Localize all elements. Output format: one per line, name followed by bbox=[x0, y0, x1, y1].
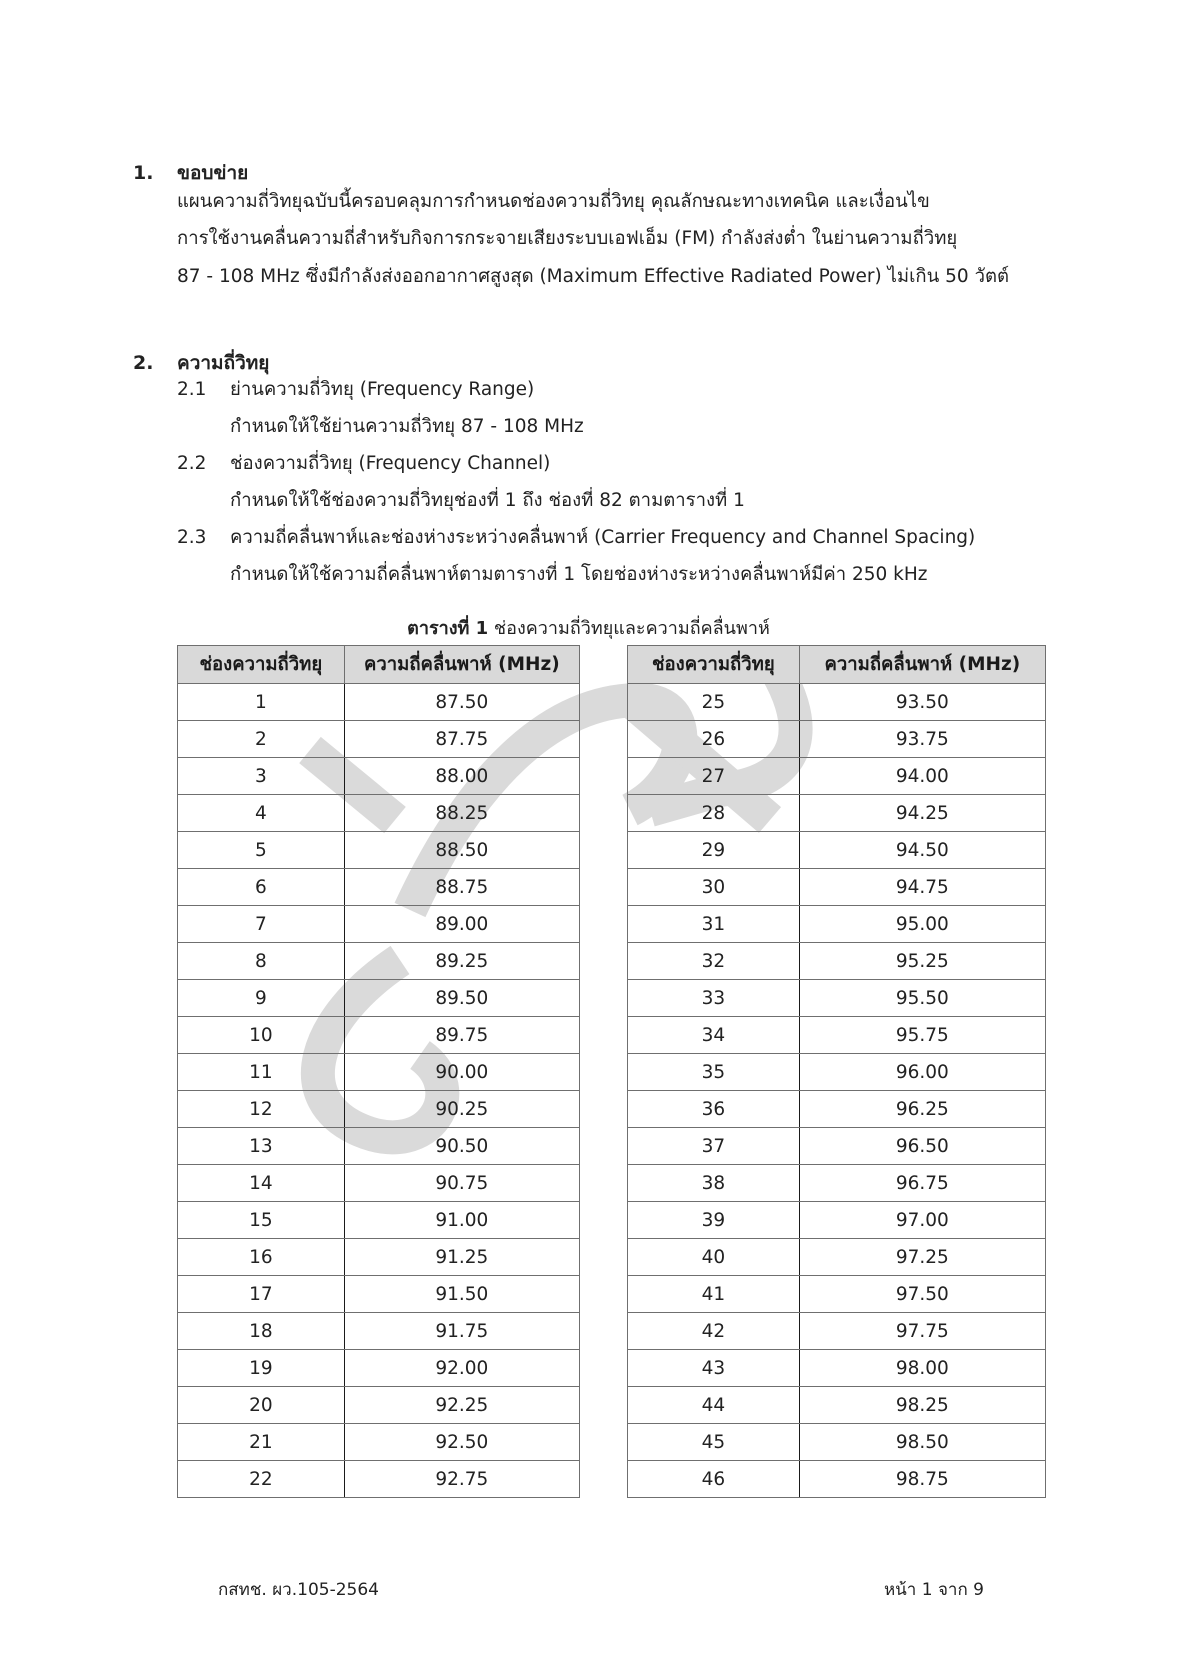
channel-number-cell: 42 bbox=[628, 1313, 800, 1350]
carrier-frequency-cell: 96.25 bbox=[799, 1091, 1045, 1128]
table-row bbox=[628, 1350, 1046, 1387]
carrier-frequency-cell: 91.50 bbox=[344, 1276, 579, 1313]
table-row bbox=[178, 1350, 580, 1387]
section-1-paragraph-line: 87 - 108 MHz ซึ่งมีกำลังส่งออกอากาศสูงสุด (Maximum Effective Radiated Power) ไม่เกิน 50 วัตต์ bbox=[177, 266, 1009, 287]
subsection-2-3-text: กำหนดให้ใช้ความถี่คลื่นพาห์ตามตารางที่ 1 โดยช่องห่างระหว่างคลื่นพาห์มีค่า 250 kHz bbox=[230, 564, 928, 585]
table-row bbox=[178, 1313, 580, 1350]
channel-number-cell: 27 bbox=[628, 758, 800, 795]
carrier-frequency-cell: 90.25 bbox=[344, 1091, 579, 1128]
table-row bbox=[628, 980, 1046, 1017]
channel-number-cell: 5 bbox=[178, 832, 345, 869]
channel-number-cell: 43 bbox=[628, 1350, 800, 1387]
table-row bbox=[178, 758, 580, 795]
table-row bbox=[178, 1424, 580, 1461]
carrier-frequency-cell: 95.50 bbox=[799, 980, 1045, 1017]
table-row bbox=[628, 1313, 1046, 1350]
table-row bbox=[628, 1091, 1046, 1128]
section-1-paragraph-line: การใช้งานคลื่นความถี่สำหรับกิจการกระจายเสียงระบบเอฟเอ็ม (FM) กำลังส่งต่ำ ในย่านความถี่วิทยุ bbox=[177, 228, 958, 249]
table-row bbox=[628, 758, 1046, 795]
carrier-frequency-cell: 94.50 bbox=[799, 832, 1045, 869]
channel-number-cell: 1 bbox=[178, 684, 345, 721]
table-row bbox=[178, 1202, 580, 1239]
channel-number-cell: 22 bbox=[178, 1461, 345, 1498]
section-1-paragraph-line: แผนความถี่วิทยุฉบับนี้ครอบคลุมการกำหนดช่องความถี่วิทยุ คุณลักษณะทางเทคนิค และเงื่อนไข bbox=[177, 191, 930, 212]
carrier-frequency-cell: 98.25 bbox=[799, 1387, 1045, 1424]
table-row bbox=[628, 795, 1046, 832]
table-row bbox=[628, 1202, 1046, 1239]
table-row bbox=[178, 1054, 580, 1091]
channel-number-cell: 20 bbox=[178, 1387, 345, 1424]
table-row bbox=[178, 906, 580, 943]
carrier-frequency-cell: 87.75 bbox=[344, 721, 579, 758]
table-row bbox=[178, 1276, 580, 1313]
table-row bbox=[178, 721, 580, 758]
carrier-frequency-cell: 88.25 bbox=[344, 795, 579, 832]
channel-number-cell: 25 bbox=[628, 684, 800, 721]
carrier-frequency-cell: 96.00 bbox=[799, 1054, 1045, 1091]
channel-number-cell: 32 bbox=[628, 943, 800, 980]
table-row bbox=[628, 1239, 1046, 1276]
carrier-frequency-cell: 95.75 bbox=[799, 1017, 1045, 1054]
channel-number-cell: 31 bbox=[628, 906, 800, 943]
table-header-row bbox=[178, 646, 580, 684]
footer-page-number: หน้า 1 จาก 9 bbox=[883, 1580, 984, 1600]
channel-number-cell: 34 bbox=[628, 1017, 800, 1054]
carrier-frequency-cell: 88.00 bbox=[344, 758, 579, 795]
carrier-frequency-cell: 97.00 bbox=[799, 1202, 1045, 1239]
channel-number-cell: 6 bbox=[178, 869, 345, 906]
carrier-frequency-cell: 97.50 bbox=[799, 1276, 1045, 1313]
table-row bbox=[178, 980, 580, 1017]
table-row bbox=[628, 1387, 1046, 1424]
carrier-frequency-cell: 92.25 bbox=[344, 1387, 579, 1424]
subsection-2-2-text: กำหนดให้ใช้ช่องความถี่วิทยุช่องที่ 1 ถึง ช่องที่ 82 ตามตารางที่ 1 bbox=[230, 490, 745, 511]
frequency-table-left bbox=[177, 645, 580, 1498]
carrier-frequency-cell: 91.25 bbox=[344, 1239, 579, 1276]
carrier-frequency-cell: 91.75 bbox=[344, 1313, 579, 1350]
table-row bbox=[178, 869, 580, 906]
carrier-frequency-cell: 95.25 bbox=[799, 943, 1045, 980]
channel-number-cell: 17 bbox=[178, 1276, 345, 1313]
header-channel: ช่องความถี่วิทยุ bbox=[178, 646, 345, 684]
carrier-frequency-cell: 98.50 bbox=[799, 1424, 1045, 1461]
channel-number-cell: 45 bbox=[628, 1424, 800, 1461]
subsection-2-1-text: กำหนดให้ใช้ย่านความถี่วิทยุ 87 - 108 MHz bbox=[230, 416, 584, 437]
subsection-2-1-title: ย่านความถี่วิทยุ (Frequency Range) bbox=[230, 379, 535, 400]
channel-number-cell: 3 bbox=[178, 758, 345, 795]
section-2-title: ความถี่วิทยุ bbox=[177, 352, 270, 374]
channel-number-cell: 16 bbox=[178, 1239, 345, 1276]
channel-number-cell: 15 bbox=[178, 1202, 345, 1239]
table-caption-text: ช่องความถี่วิทยุและความถี่คลื่นพาห์ bbox=[488, 618, 770, 639]
carrier-frequency-cell: 93.75 bbox=[799, 721, 1045, 758]
subsection-2-1-number: 2.1 bbox=[177, 379, 207, 400]
carrier-frequency-cell: 95.00 bbox=[799, 906, 1045, 943]
carrier-frequency-cell: 92.50 bbox=[344, 1424, 579, 1461]
table-body bbox=[628, 684, 1046, 1498]
carrier-frequency-cell: 96.75 bbox=[799, 1165, 1045, 1202]
channel-number-cell: 4 bbox=[178, 795, 345, 832]
carrier-frequency-cell: 98.75 bbox=[799, 1461, 1045, 1498]
table-row bbox=[628, 684, 1046, 721]
table-row bbox=[628, 869, 1046, 906]
carrier-frequency-cell: 94.25 bbox=[799, 795, 1045, 832]
carrier-frequency-cell: 89.75 bbox=[344, 1017, 579, 1054]
table-row bbox=[178, 795, 580, 832]
channel-number-cell: 35 bbox=[628, 1054, 800, 1091]
subsection-2-3-title: ความถี่คลื่นพาห์และช่องห่างระหว่างคลื่นพาห์ (Carrier Frequency and Channel Spacing) bbox=[230, 527, 976, 548]
carrier-frequency-cell: 96.50 bbox=[799, 1128, 1045, 1165]
channel-number-cell: 44 bbox=[628, 1387, 800, 1424]
subsection-2-3-number: 2.3 bbox=[177, 527, 207, 548]
channel-number-cell: 38 bbox=[628, 1165, 800, 1202]
carrier-frequency-cell: 92.00 bbox=[344, 1350, 579, 1387]
channel-number-cell: 19 bbox=[178, 1350, 345, 1387]
table-row bbox=[178, 1165, 580, 1202]
carrier-frequency-cell: 89.50 bbox=[344, 980, 579, 1017]
channel-number-cell: 2 bbox=[178, 721, 345, 758]
table-row bbox=[628, 1017, 1046, 1054]
channel-number-cell: 18 bbox=[178, 1313, 345, 1350]
carrier-frequency-cell: 97.75 bbox=[799, 1313, 1045, 1350]
table-row bbox=[178, 1128, 580, 1165]
carrier-frequency-cell: 91.00 bbox=[344, 1202, 579, 1239]
channel-number-cell: 26 bbox=[628, 721, 800, 758]
table-row bbox=[178, 684, 580, 721]
carrier-frequency-cell: 89.25 bbox=[344, 943, 579, 980]
table-caption bbox=[0, 616, 1177, 642]
channel-number-cell: 28 bbox=[628, 795, 800, 832]
carrier-frequency-cell: 93.50 bbox=[799, 684, 1045, 721]
carrier-frequency-cell: 90.75 bbox=[344, 1165, 579, 1202]
carrier-frequency-cell: 88.50 bbox=[344, 832, 579, 869]
channel-number-cell: 8 bbox=[178, 943, 345, 980]
table-header-row bbox=[628, 646, 1046, 684]
table-row bbox=[628, 1424, 1046, 1461]
channel-number-cell: 13 bbox=[178, 1128, 345, 1165]
channel-number-cell: 46 bbox=[628, 1461, 800, 1498]
channel-number-cell: 10 bbox=[178, 1017, 345, 1054]
section-1-number: 1. bbox=[133, 162, 154, 184]
carrier-frequency-cell: 87.50 bbox=[344, 684, 579, 721]
table-row bbox=[178, 1239, 580, 1276]
subsection-2-2-title: ช่องความถี่วิทยุ (Frequency Channel) bbox=[230, 453, 551, 474]
channel-number-cell: 39 bbox=[628, 1202, 800, 1239]
header-channel: ช่องความถี่วิทยุ bbox=[628, 646, 800, 684]
table-row bbox=[628, 1461, 1046, 1498]
subsection-2-2-number: 2.2 bbox=[177, 453, 207, 474]
channel-number-cell: 40 bbox=[628, 1239, 800, 1276]
channel-number-cell: 41 bbox=[628, 1276, 800, 1313]
channel-number-cell: 11 bbox=[178, 1054, 345, 1091]
table-caption-label: ตารางที่ 1 bbox=[407, 618, 489, 639]
carrier-frequency-cell: 90.00 bbox=[344, 1054, 579, 1091]
table-row bbox=[628, 943, 1046, 980]
table-row bbox=[628, 721, 1046, 758]
carrier-frequency-cell: 98.00 bbox=[799, 1350, 1045, 1387]
channel-number-cell: 29 bbox=[628, 832, 800, 869]
channel-number-cell: 36 bbox=[628, 1091, 800, 1128]
channel-number-cell: 14 bbox=[178, 1165, 345, 1202]
frequency-table-right bbox=[627, 645, 1046, 1498]
table-row bbox=[178, 943, 580, 980]
table-row bbox=[178, 1091, 580, 1128]
table-row bbox=[628, 1054, 1046, 1091]
table-body bbox=[178, 684, 580, 1498]
section-1-title: ขอบข่าย bbox=[177, 162, 249, 184]
channel-number-cell: 30 bbox=[628, 869, 800, 906]
table-row bbox=[628, 832, 1046, 869]
table-row bbox=[628, 906, 1046, 943]
channel-number-cell: 21 bbox=[178, 1424, 345, 1461]
header-carrier-frequency: ความถี่คลื่นพาห์ (MHz) bbox=[344, 646, 579, 684]
table-row bbox=[628, 1276, 1046, 1313]
carrier-frequency-cell: 92.75 bbox=[344, 1461, 579, 1498]
carrier-frequency-cell: 90.50 bbox=[344, 1128, 579, 1165]
channel-number-cell: 37 bbox=[628, 1128, 800, 1165]
channel-number-cell: 9 bbox=[178, 980, 345, 1017]
table-row bbox=[628, 1165, 1046, 1202]
carrier-frequency-cell: 97.25 bbox=[799, 1239, 1045, 1276]
channel-number-cell: 7 bbox=[178, 906, 345, 943]
carrier-frequency-cell: 94.75 bbox=[799, 869, 1045, 906]
channel-number-cell: 33 bbox=[628, 980, 800, 1017]
channel-number-cell: 12 bbox=[178, 1091, 345, 1128]
table-row bbox=[628, 1128, 1046, 1165]
section-2-number: 2. bbox=[133, 352, 154, 374]
carrier-frequency-cell: 88.75 bbox=[344, 869, 579, 906]
carrier-frequency-cell: 94.00 bbox=[799, 758, 1045, 795]
footer-document-code: กสทช. ผว.105-2564 bbox=[218, 1580, 379, 1600]
table-row bbox=[178, 1461, 580, 1498]
table-row bbox=[178, 1387, 580, 1424]
table-row bbox=[178, 1017, 580, 1054]
header-carrier-frequency: ความถี่คลื่นพาห์ (MHz) bbox=[799, 646, 1045, 684]
carrier-frequency-cell: 89.00 bbox=[344, 906, 579, 943]
table-row bbox=[178, 832, 580, 869]
